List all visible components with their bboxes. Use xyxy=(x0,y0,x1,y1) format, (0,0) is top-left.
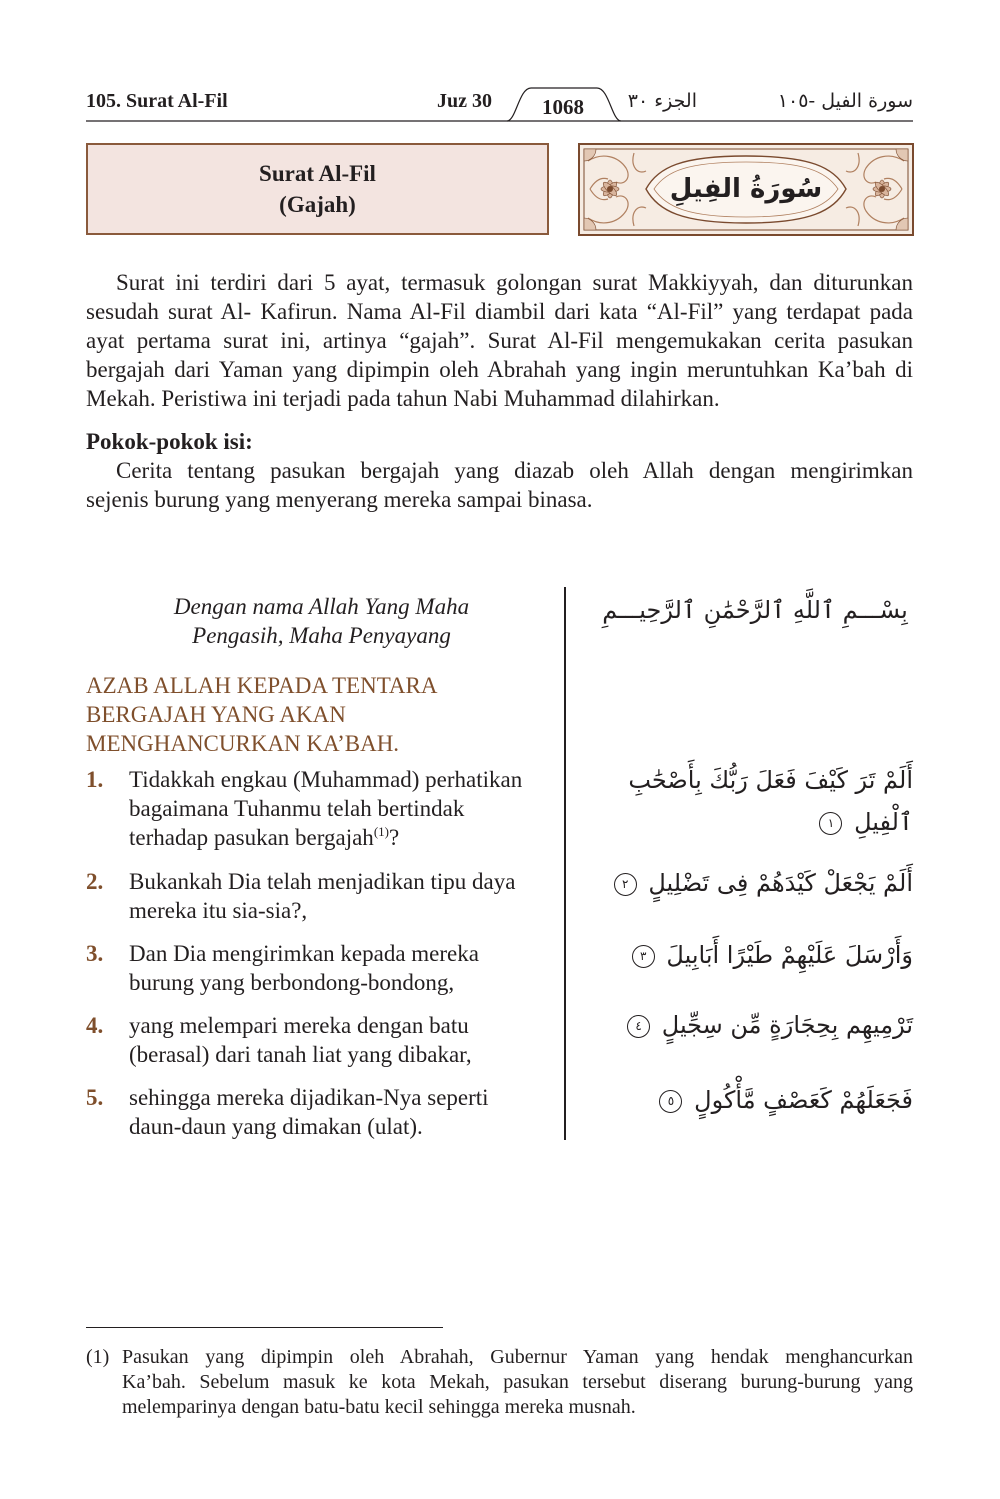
verse-line: Bukankah Dia telah menjadikan tipu daya xyxy=(129,869,516,894)
header-surah-number-arabic: ١٠٥- xyxy=(777,90,816,112)
surah-title: Surat Al-Fil xyxy=(259,161,376,186)
intro-line: bergajah dari Yaman yang dipimpin oleh Abrahah yang ingin meruntuhkan Ka’bah di xyxy=(86,357,913,382)
ayah-end-marker: ٤ xyxy=(627,1015,650,1038)
ornament-rosette-right xyxy=(873,180,891,198)
header-surah-arabic xyxy=(778,86,913,116)
arabic-text: تَرْمِيهِم بِحِجَارَةٍ مِّن سِجِّيلٍ xyxy=(661,1011,913,1039)
section-heading xyxy=(86,671,437,758)
verse-arabic-2-line xyxy=(583,863,913,903)
ayah-end-marker: ٥ xyxy=(659,1090,682,1113)
intro-paragraph xyxy=(86,268,913,413)
ayah-end-marker: ٣ xyxy=(632,945,655,968)
verse-arabic-5-line xyxy=(583,1080,913,1120)
footnote-line: Ka’bah. Sebelum masuk ke kota Mekah, pasukan tersebut diserang burung-burung yang xyxy=(122,1371,913,1393)
ayah-end-marker: ١ xyxy=(819,812,842,835)
arabic-text: أَلَمْ يَجْعَلْ كَيْدَهُمْ فِى تَضْلِيلٍ xyxy=(648,869,913,897)
surah-title-box xyxy=(86,143,549,235)
footnote-line: Pasukan yang dipimpin oleh Abrahah, Gubernur Yaman yang hendak menghancurkan xyxy=(122,1346,913,1368)
arabic-text: وَأَرْسَلَ عَلَيْهِمْ طَيْرًا أَبَابِيلَ xyxy=(666,941,913,969)
surah-meaning: (Gajah) xyxy=(279,192,356,217)
section-heading-line: AZAB ALLAH KEPADA TENTARA xyxy=(86,673,438,698)
verse-translation-4 xyxy=(86,1011,557,1069)
verse-arabic-4-line xyxy=(583,1005,913,1045)
header-juz-arabic: الجزء ٣٠ xyxy=(627,90,697,112)
verse-line: mereka itu sia-sia?, xyxy=(129,898,308,923)
verse-arabic-3-line xyxy=(583,935,913,975)
header-surah-title: 105. Surat Al-Fil xyxy=(86,90,228,112)
summary-line: Cerita tentang pasukan bergajah yang diazab oleh Allah dengan mengirimkan xyxy=(116,458,913,483)
footnote-reference: (1) xyxy=(373,824,389,839)
verse-line: bagaimana Tuhanmu telah bertindak xyxy=(129,796,465,821)
summary-section xyxy=(86,427,913,514)
ornament-rosette-left xyxy=(601,180,619,198)
verse-number: 3. xyxy=(86,941,104,966)
verse-line: yang melempari mereka dengan batu xyxy=(129,1013,469,1038)
verse-number: 2. xyxy=(86,869,104,894)
verse-line: Tidakkah engkau (Muhammad) perhatikan xyxy=(129,767,523,792)
verse-number: 4. xyxy=(86,1013,104,1038)
intro-line: sesudah surat Al- Kafirun. Nama Al-Fil diambil dari kata “Al-Fil” yang terdapat pada xyxy=(86,299,913,324)
verse-translation-2 xyxy=(86,867,557,925)
basmala-translation-line: Pengasih, Maha Penyayang xyxy=(192,623,451,648)
summary-heading: Pokok-pokok isi: xyxy=(86,429,253,454)
footnote-marker: (1) xyxy=(86,1346,110,1368)
verse-line: daun-daun yang dimakan (ulat). xyxy=(129,1114,423,1139)
verse-number: 1. xyxy=(86,767,104,792)
arabic-text: ٱلْفِيلِ xyxy=(854,808,913,836)
section-heading-line: MENGHANCURKAN KA’BAH. xyxy=(86,731,400,756)
verse-line: Dan Dia mengirimkan kepada mereka xyxy=(129,941,479,966)
footnote xyxy=(86,1345,913,1420)
verse-line: burung yang berbondong-bondong, xyxy=(129,970,455,995)
verse-translation-3 xyxy=(86,939,557,997)
ayah-end-marker: ٢ xyxy=(614,873,637,896)
arabic-text: فَجَعَلَهُمْ كَعَصْفٍ مَّأْكُولٍ xyxy=(694,1086,913,1114)
verse-arabic-1-line xyxy=(583,802,913,842)
verse-line: sehingga mereka dijadikan-Nya seperti xyxy=(129,1085,489,1110)
header-surah-name-arabic: سورة الفيل xyxy=(821,90,913,112)
verse-line-end: ? xyxy=(388,825,400,850)
header-juz: Juz 30 xyxy=(437,90,492,112)
verse-line xyxy=(129,823,557,852)
footnote-separator xyxy=(86,1327,443,1328)
surah-calligraphy: سُورَةُ الفِيلِ xyxy=(669,174,823,204)
verse-translation-5 xyxy=(86,1083,557,1141)
arabic-text: أَلَمْ تَرَ كَيْفَ فَعَلَ رَبُّكَ بِأَصْحَٰبِ xyxy=(628,766,913,794)
footnote-line: melemparinya dengan batu-batu kecil sehingga mereka musnah. xyxy=(122,1396,636,1418)
basmala-arabic: بِسْـــمِ ٱللَّهِ ٱلرَّحْمَٰنِ ٱلرَّحِيـــمِ xyxy=(602,596,908,624)
intro-line: Surat ini terdiri dari 5 ayat, termasuk golongan surat Makkiyyah, dan diturunkan xyxy=(116,270,913,295)
basmala-translation xyxy=(86,592,557,650)
basmala-translation-line: Dengan nama Allah Yang Maha xyxy=(173,594,470,619)
verse-line: (berasal) dari tanah liat yang dibakar, xyxy=(129,1042,472,1067)
intro-line: ayat pertama surat ini, artinya “gajah”. Surat Al-Fil mengemukakan cerita pasukan xyxy=(86,328,913,353)
page-number: 1068 xyxy=(542,95,584,119)
verse-number: 5. xyxy=(86,1085,104,1110)
verse-arabic-1-line xyxy=(583,760,913,800)
column-divider xyxy=(564,587,566,1140)
footnote-body xyxy=(122,1345,913,1420)
intro-line: Mekah. Peristiwa ini terjadi pada tahun Nabi Muhammad dilahirkan. xyxy=(86,386,720,411)
verse-translation-1 xyxy=(86,765,557,852)
section-heading-line: BERGAJAH YANG AKAN xyxy=(86,702,346,727)
verse-line-text: terhadap pasukan bergajah xyxy=(129,825,374,850)
summary-line: sejenis burung yang menyerang mereka sampai binasa. xyxy=(86,487,593,512)
